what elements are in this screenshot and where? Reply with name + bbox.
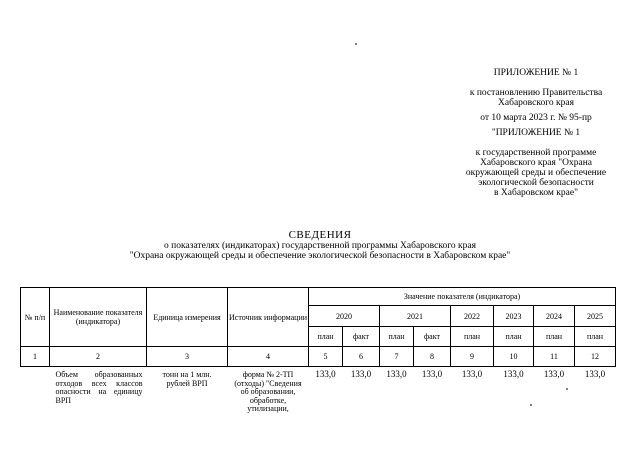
header-year: 2023 — [494, 306, 534, 327]
appendix-line: к постановлению Правительства — [469, 88, 603, 98]
appendix-line: Хабаровского края "Охрана — [479, 158, 593, 168]
header-year: 2021 — [380, 306, 451, 327]
heading-subtitle: о показателях (индикаторах) государственной программы Хабаровского края — [164, 241, 476, 251]
column-number: 9 — [451, 347, 494, 367]
header-plan: план — [309, 327, 343, 347]
column-number: 8 — [414, 347, 451, 367]
indicator-value: 133,0 — [315, 369, 336, 379]
indicator-value: 133,0 — [421, 369, 443, 379]
appendix-line: Хабаровского края — [498, 98, 574, 108]
header-value-group: Значение показателя (индикатора) — [309, 288, 616, 306]
indicator-unit: тонн на 1 млн. рублей ВРП — [162, 370, 212, 388]
header-fact: факт — [414, 327, 451, 347]
appendix-title-quoted: "ПРИЛОЖЕНИЕ № 1 — [491, 128, 581, 138]
header-name: Наименование показателя (индикатора) — [50, 288, 147, 347]
appendix-block — [440, 68, 632, 198]
heading-title: СВЕДЕНИЯ — [288, 229, 352, 241]
column-number: 5 — [309, 347, 343, 367]
column-number: 11 — [534, 347, 575, 367]
indicator-value: 133,0 — [461, 369, 483, 379]
header-num: № п/п — [21, 288, 50, 347]
header-plan: план — [575, 327, 616, 347]
column-number: 6 — [343, 347, 380, 367]
scan-speck — [566, 388, 568, 390]
header-year: 2022 — [451, 306, 494, 327]
appendix-line: окружающей среды и обеспечение — [465, 168, 607, 178]
indicator-value: 133,0 — [503, 369, 524, 379]
heading-subtitle: "Охрана окружающей среды и обеспечение экологической безопасности в Хабаровском крае" — [129, 251, 511, 261]
appendix-title: ПРИЛОЖЕНИЕ № 1 — [493, 68, 579, 78]
scan-speck — [530, 404, 532, 406]
header-plan: план — [451, 327, 494, 347]
document-heading — [0, 229, 640, 261]
indicator-value: 133,0 — [350, 369, 372, 379]
column-number: 3 — [147, 347, 228, 367]
column-number: 1 — [21, 347, 50, 367]
header-unit: Единица измерения — [147, 288, 228, 347]
appendix-line: в Хабаровском крае" — [494, 188, 578, 198]
header-year: 2025 — [575, 306, 616, 327]
indicator-name: Объем образованных отходов всех классов опасности на единицу ВРП — [55, 370, 143, 405]
column-number: 10 — [494, 347, 534, 367]
column-number: 12 — [575, 347, 616, 367]
appendix-line: экологической безопасности — [478, 178, 594, 188]
header-plan: план — [380, 327, 414, 347]
header-fact: факт — [343, 327, 380, 347]
indicator-value: 133,0 — [543, 369, 565, 379]
header-source: Источник информации — [228, 288, 309, 347]
appendix-date: от 10 марта 2023 г. № 95-пр — [480, 113, 592, 123]
column-number: 4 — [228, 347, 309, 367]
header-year: 2024 — [534, 306, 575, 327]
table-row — [21, 367, 616, 414]
scan-speck — [355, 43, 357, 45]
indicator-value: 133,0 — [386, 369, 407, 379]
indicator-value: 133,0 — [584, 369, 606, 379]
header-plan: план — [534, 327, 575, 347]
column-number: 2 — [50, 347, 147, 367]
column-number: 7 — [380, 347, 414, 367]
appendix-line: к государственной программе — [475, 148, 597, 158]
indicators-table — [20, 287, 616, 414]
header-year: 2020 — [309, 306, 380, 327]
indicator-source: форма № 2-ТП (отходы) "Сведения об образовании, обработке, утилизации, — [234, 370, 302, 413]
header-plan: план — [494, 327, 534, 347]
